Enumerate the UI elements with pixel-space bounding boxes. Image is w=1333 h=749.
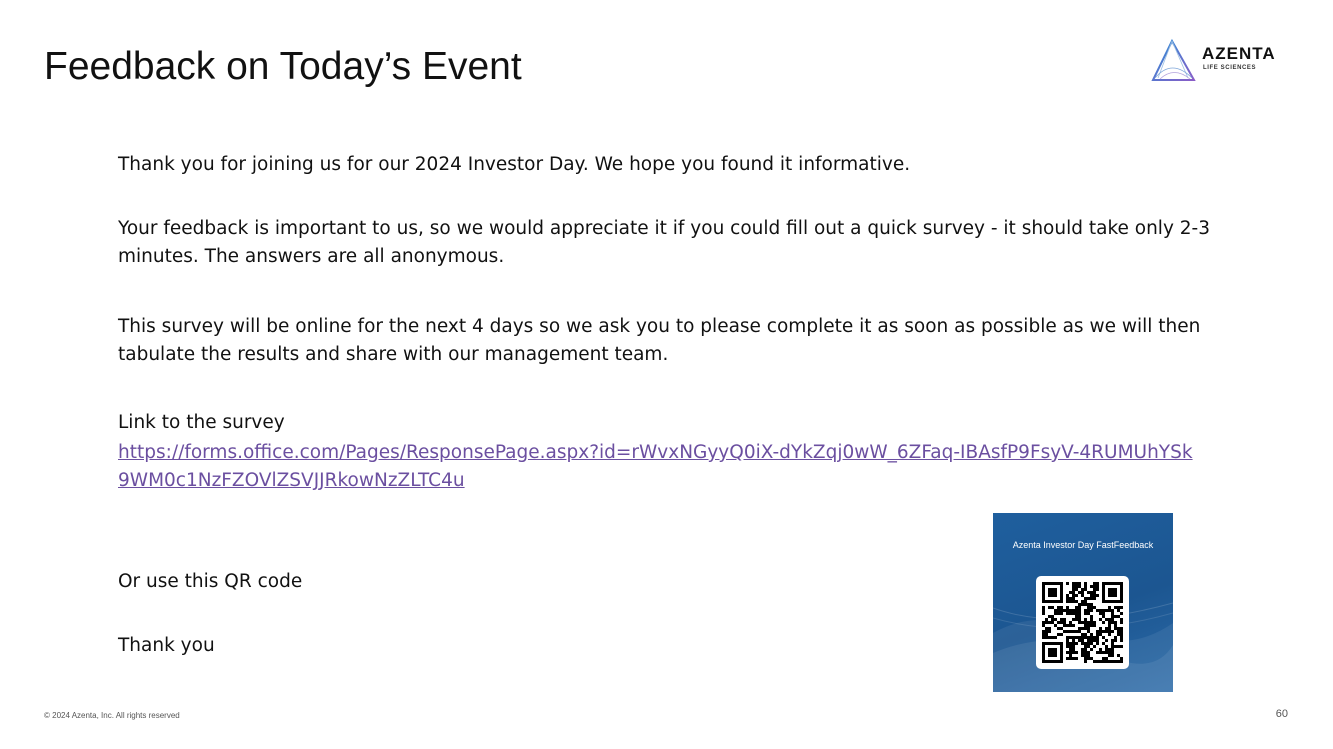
copyright-footer: © 2024 Azenta, Inc. All rights reserved <box>44 711 180 720</box>
logo-wordmark: AZENTA <box>1202 44 1276 63</box>
qr-code-icon <box>1042 582 1123 663</box>
azenta-logo <box>1150 38 1300 84</box>
intro-paragraph: Thank you for joining us for our 2024 Investor Day. We hope you found it informative. <box>118 154 911 175</box>
qr-code-frame <box>1036 576 1129 669</box>
logo-tagline: LIFE SCIENCES <box>1203 65 1257 71</box>
qr-prompt: Or use this QR code <box>118 571 303 592</box>
availability-paragraph: This survey will be online for the next 4 days so we ask you to please complete it as soon as possible as we will then tabulate the results and share with our management team. <box>118 316 1201 365</box>
survey-link-paragraph <box>118 439 1198 495</box>
page-number: 60 <box>1275 708 1288 720</box>
survey-link[interactable]: https://forms.office.com/Pages/ResponsePage.aspx?id=rWvxNGyyQ0iX-dYkZqj0wW_6ZFaq-IBAsfP9FsyV-4RUMUhYSk9WM0c1NzFZOVlZSVJJRkowNzZLTC4u <box>118 442 1193 491</box>
closing-text: Thank you <box>118 635 215 656</box>
survey-link-label: Link to the survey <box>118 412 285 433</box>
azenta-triangle-icon <box>1150 38 1198 84</box>
qr-card[interactable] <box>993 513 1173 692</box>
slide-title: Feedback on Today’s Event <box>44 45 522 88</box>
feedback-paragraph: Your feedback is important to us, so we would appreciate it if you could fill out a quick survey - it should take only 2-3 minutes. The answers are all anonymous. <box>118 218 1210 267</box>
qr-card-title: Azenta Investor Day FastFeedback <box>1012 540 1154 550</box>
